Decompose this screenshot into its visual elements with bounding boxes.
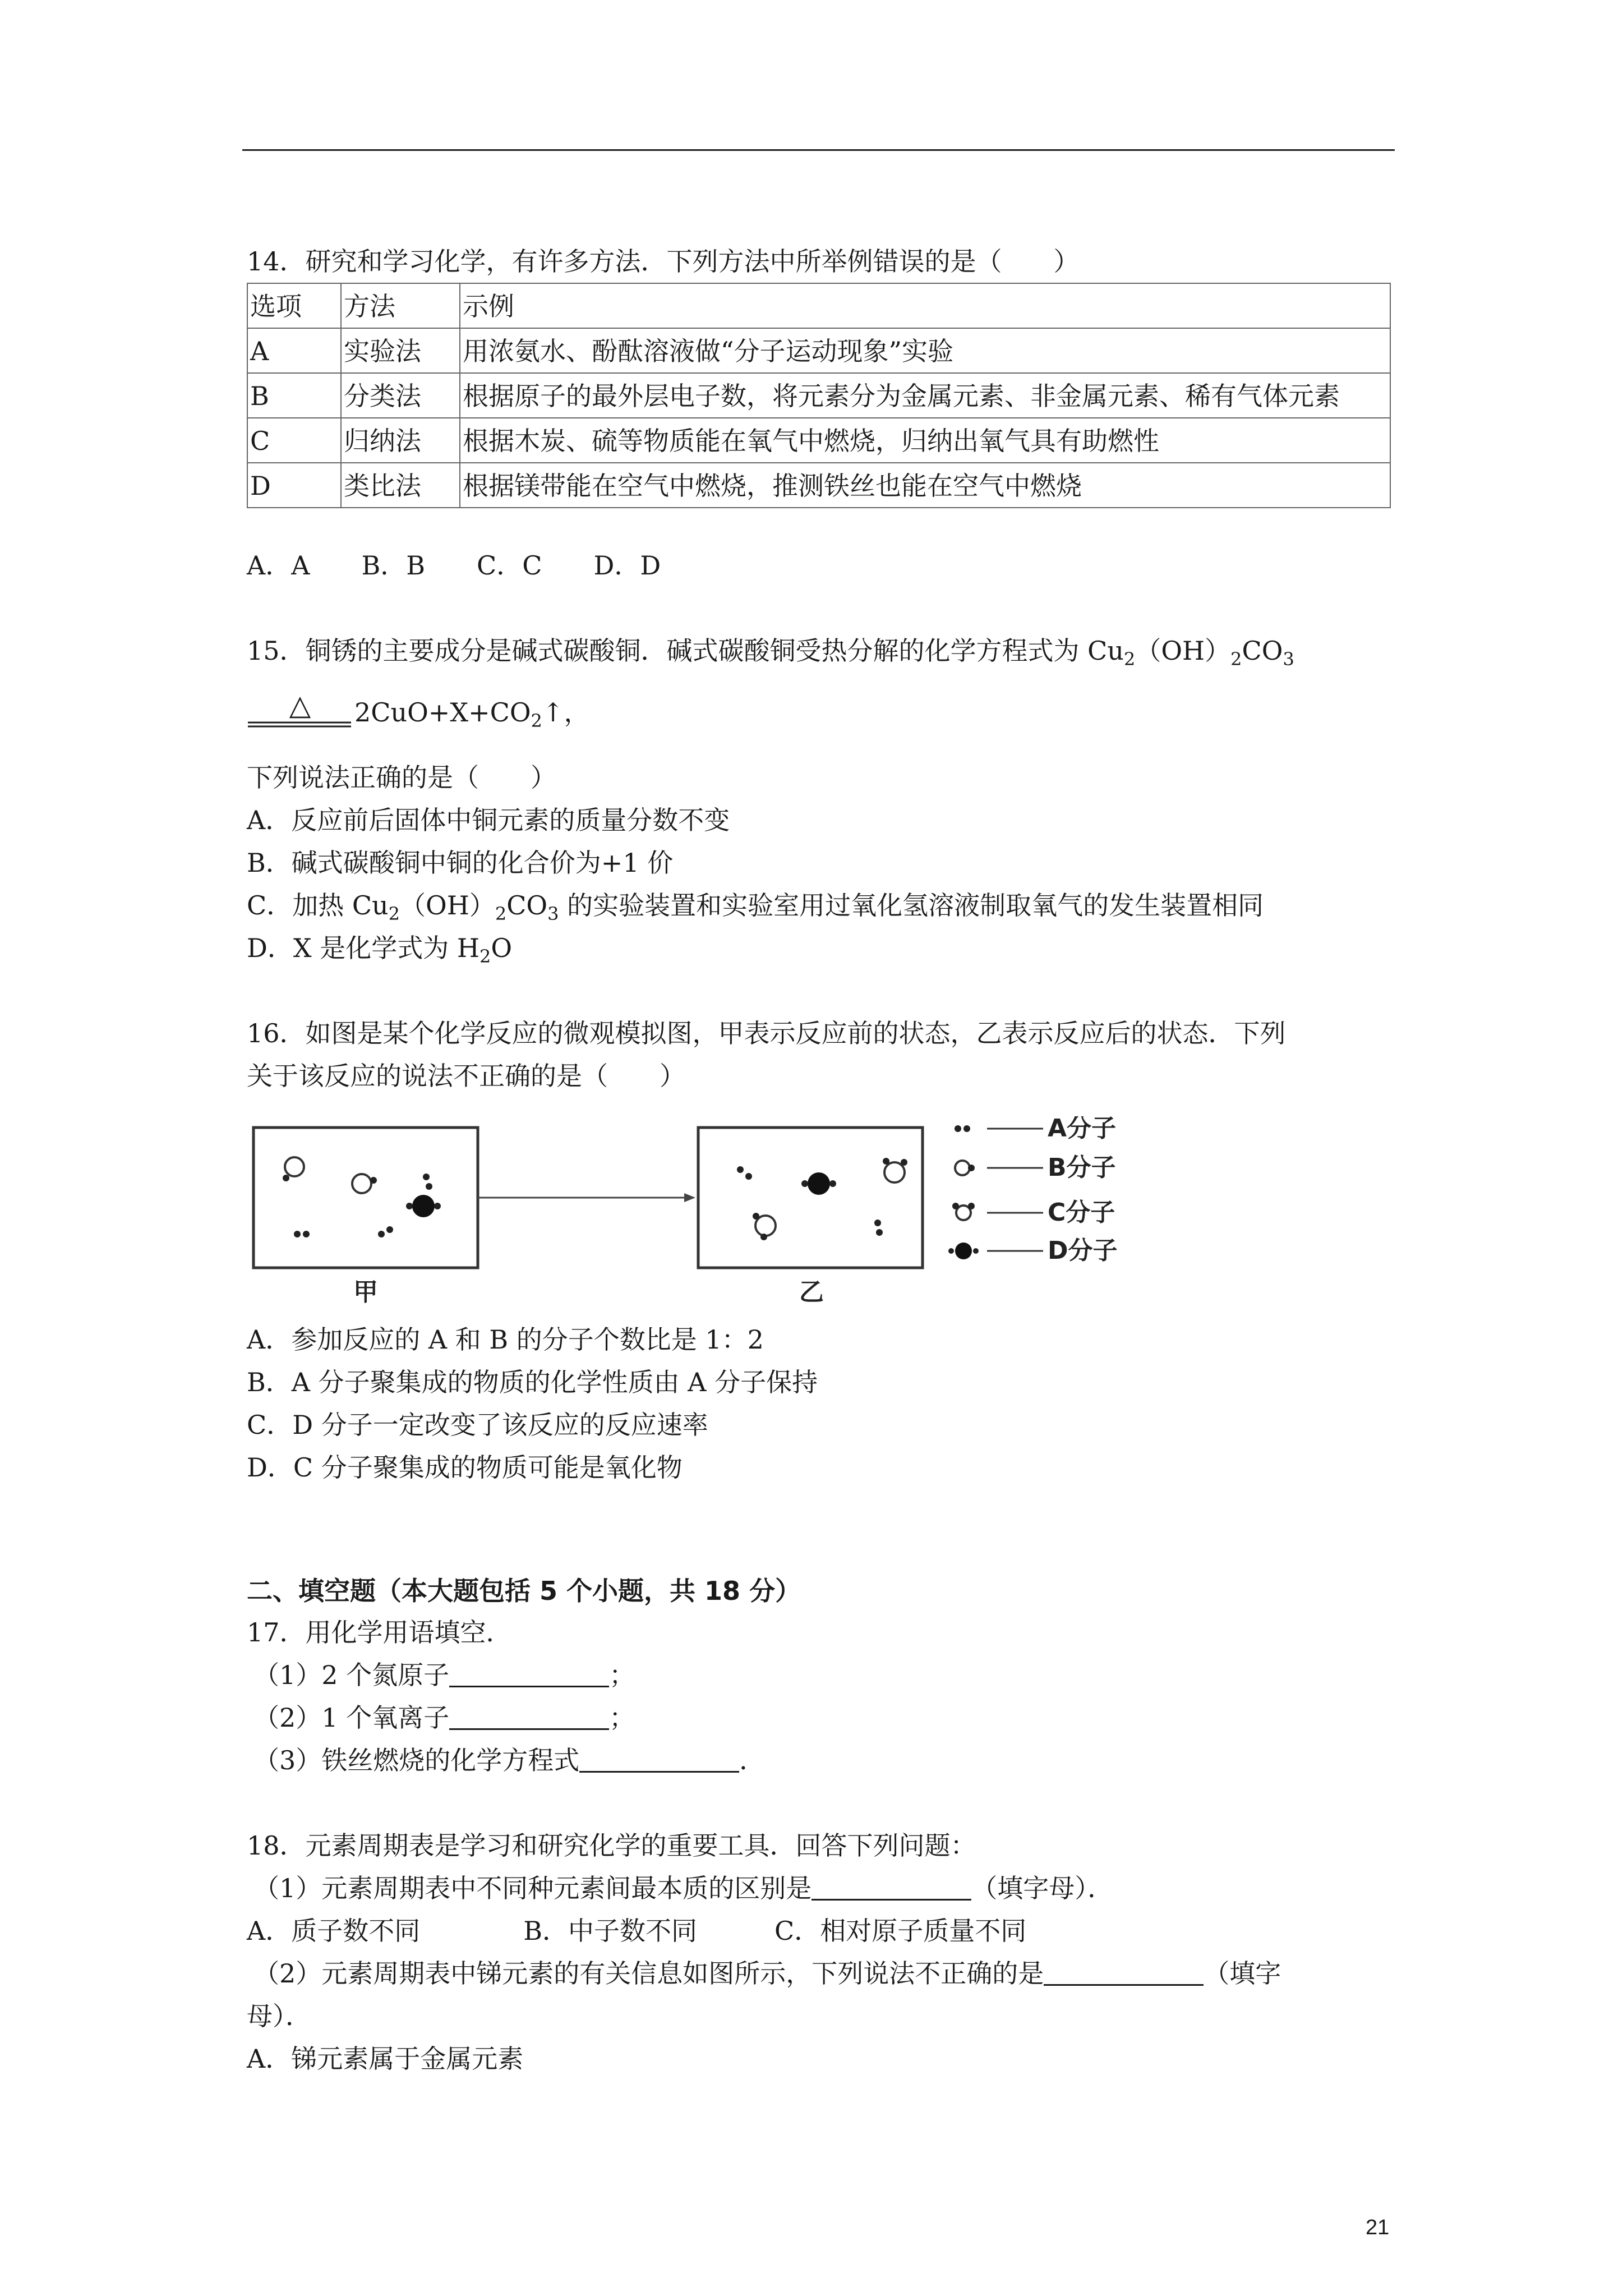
answer-blank[interactable]: [1044, 1962, 1204, 1986]
q15-option-c-co: CO: [506, 890, 548, 921]
q17-item3-text: （3）铁丝燃烧的化学方程式: [253, 1745, 580, 1775]
q15-question: 下列说法正确的是（ ）: [247, 762, 556, 793]
after-label: 乙: [799, 1278, 824, 1306]
table-header-cell: 示例: [460, 283, 1390, 328]
q15-stem: [247, 634, 1294, 676]
q17-item3: [253, 1743, 765, 1777]
d-molecule: [412, 1195, 435, 1217]
q15-option-c-oh: （OH）: [400, 890, 495, 921]
subscript: 2: [531, 710, 542, 731]
q15-option-c: [247, 889, 1264, 931]
q17-item2-end: ；: [609, 1703, 635, 1733]
q14-table: [247, 283, 1391, 508]
heat-condition-sign: [247, 693, 353, 733]
q15-option-c-rest: 的实验装置和实验室用过氧化氢溶液制取氧气的发生装置相同: [559, 890, 1264, 921]
subscript: 2: [388, 903, 400, 924]
q18-part1: [253, 1871, 1113, 1905]
subscript: 2: [495, 903, 507, 924]
table-cell: 分类法: [341, 373, 460, 418]
a-molecule: [874, 1220, 881, 1226]
a-molecule: [423, 1174, 430, 1180]
legend-b-molecule: B分子: [1048, 1153, 1116, 1182]
q15-products-end: ↑，: [542, 697, 590, 728]
table-cell: B: [247, 373, 341, 418]
q16-option-a: A．参加反应的 A 和 B 的分子个数比是 1：2: [247, 1324, 764, 1355]
q16-option-b: B．A 分子聚集成的物质的化学性质由 A 分子保持: [247, 1367, 818, 1397]
table-cell: 类比法: [341, 463, 460, 508]
q17-item1-text: （1）2 个氮原子: [253, 1660, 450, 1690]
q15-option-d-end: O: [491, 933, 513, 963]
table-cell: C: [247, 418, 341, 463]
q15-stem-text: 15．铜锈的主要成分是碱式碳酸铜．碱式碳酸铜受热分解的化学方程式为 Cu: [247, 636, 1124, 666]
q16-stem-line1: 16．如图是某个化学反应的微观模拟图，甲表示反应前的状态，乙表示反应后的状态．下列: [247, 1018, 1286, 1048]
q17-item3-end: ．: [739, 1745, 766, 1775]
answer-blank[interactable]: [579, 1749, 739, 1773]
q15-co: CO: [1242, 636, 1283, 666]
table-cell: 根据木炭、硫等物质能在氧气中燃烧，归纳出氧气具有助燃性: [460, 418, 1390, 463]
q16-option-c: C．D 分子一定改变了该反应的反应速率: [247, 1410, 708, 1440]
reaction-diagram: [247, 1116, 1211, 1309]
subscript: 3: [1283, 648, 1294, 670]
subscript: 2: [479, 946, 491, 967]
q15-option-d-text: D．X 是化学式为 H: [247, 933, 479, 963]
c-molecule: [884, 1162, 905, 1182]
table-cell: A: [247, 328, 341, 373]
legend-c-molecule: C分子: [1048, 1198, 1115, 1227]
before-label: 甲: [353, 1278, 378, 1306]
table-cell: 实验法: [341, 328, 460, 373]
legend-a-molecule: A分子: [1048, 1116, 1117, 1143]
a-molecule: [737, 1166, 744, 1173]
q18-stem: 18．元素周期表是学习和研究化学的重要工具．回答下列问题：: [247, 1830, 976, 1861]
before-box: [253, 1128, 478, 1268]
q14-options: A．A B．B C．C D．D: [247, 550, 661, 581]
q18-part1-text: （1）元素周期表中不同种元素间最本质的区别是: [253, 1873, 812, 1903]
q15-products: [354, 696, 589, 738]
b-molecule: [285, 1157, 304, 1176]
a-molecule: [378, 1231, 385, 1237]
table-cell: 根据原子的最外层电子数，将元素分为金属元素、非金属元素、稀有气体元素: [460, 373, 1390, 418]
table-header-cell: 方法: [341, 283, 460, 328]
table-row: [247, 418, 1390, 463]
subscript: 3: [547, 903, 559, 924]
b-molecule: [352, 1174, 371, 1193]
q15-option-d: [247, 931, 512, 973]
q18-part1-options: A．质子数不同 B．中子数不同 C．相对原子质量不同: [247, 1916, 1027, 1946]
table-row: [247, 463, 1390, 508]
q18-part2-option-a: A．锑元素属于金属元素: [247, 2044, 524, 2074]
table-cell: D: [247, 463, 341, 508]
a-molecule: [294, 1231, 301, 1237]
subscript: 2: [1123, 648, 1136, 670]
delta-symbol: △: [289, 693, 311, 721]
answer-blank[interactable]: [811, 1876, 971, 1901]
q18-part2-line2: 母）．: [247, 2001, 311, 2031]
q17-item2-text: （2）1 个氧离子: [253, 1703, 450, 1733]
table-header-cell: 选项: [247, 283, 341, 328]
c-molecule: [755, 1216, 776, 1236]
q15-option-c-text: C．加热 Cu: [247, 890, 389, 921]
before-molecules: [283, 1157, 441, 1237]
table-cell: 根据镁带能在空气中燃烧，推测铁丝也能在空气中燃烧: [460, 463, 1390, 508]
table-row: [247, 328, 1390, 373]
q15-products-text: 2CuO+X+CO: [354, 697, 531, 728]
q18-part2: [253, 1957, 1281, 1990]
q18-part2-text: （2）元素周期表中锑元素的有关信息如图所示，下列说法不正确的是: [253, 1958, 1044, 1989]
diagram-legend: [948, 1116, 1118, 1265]
table-header-row: [247, 283, 1390, 328]
table-cell: 用浓氨水、酚酞溶液做“分子运动现象”实验: [460, 328, 1390, 373]
table-cell: 归纳法: [341, 418, 460, 463]
q17-item1-end: ；: [609, 1660, 635, 1690]
page-number: 21: [1366, 2216, 1390, 2239]
header-rule: [242, 149, 1395, 151]
q15-option-b: B．碱式碳酸铜中铜的化合价为+1 价: [247, 848, 674, 878]
q18-part2-end: （填字: [1204, 1958, 1281, 1989]
q15-option-a: A．反应前后固体中铜元素的质量分数不变: [247, 805, 730, 835]
subscript: 2: [1230, 648, 1242, 670]
answer-blank[interactable]: [449, 1706, 609, 1730]
legend-d-molecule: D分子: [1048, 1236, 1118, 1265]
q16-option-d: D．C 分子聚集成的物质可能是氧化物: [247, 1452, 683, 1483]
after-box: [698, 1128, 923, 1268]
after-molecules: [737, 1158, 907, 1240]
q15-oh: （OH）: [1135, 636, 1231, 666]
table-row: [247, 373, 1390, 418]
q17-item2: [253, 1701, 635, 1734]
q18-part1-end: （填字母）．: [971, 1873, 1114, 1903]
q14-stem: 14．研究和学习化学，有许多方法．下列方法中所举例错误的是（ ）: [247, 246, 1080, 277]
q17-stem: 17．用化学用语填空．: [247, 1617, 512, 1648]
answer-blank[interactable]: [449, 1663, 609, 1687]
d-molecule: [808, 1172, 830, 1195]
q17-item1: [253, 1658, 635, 1692]
q16-stem-line2: 关于该反应的说法不正确的是（ ）: [247, 1061, 685, 1091]
section-title: 二、填空题（本大题包括 5 个小题，共 18 分）: [247, 1576, 801, 1606]
